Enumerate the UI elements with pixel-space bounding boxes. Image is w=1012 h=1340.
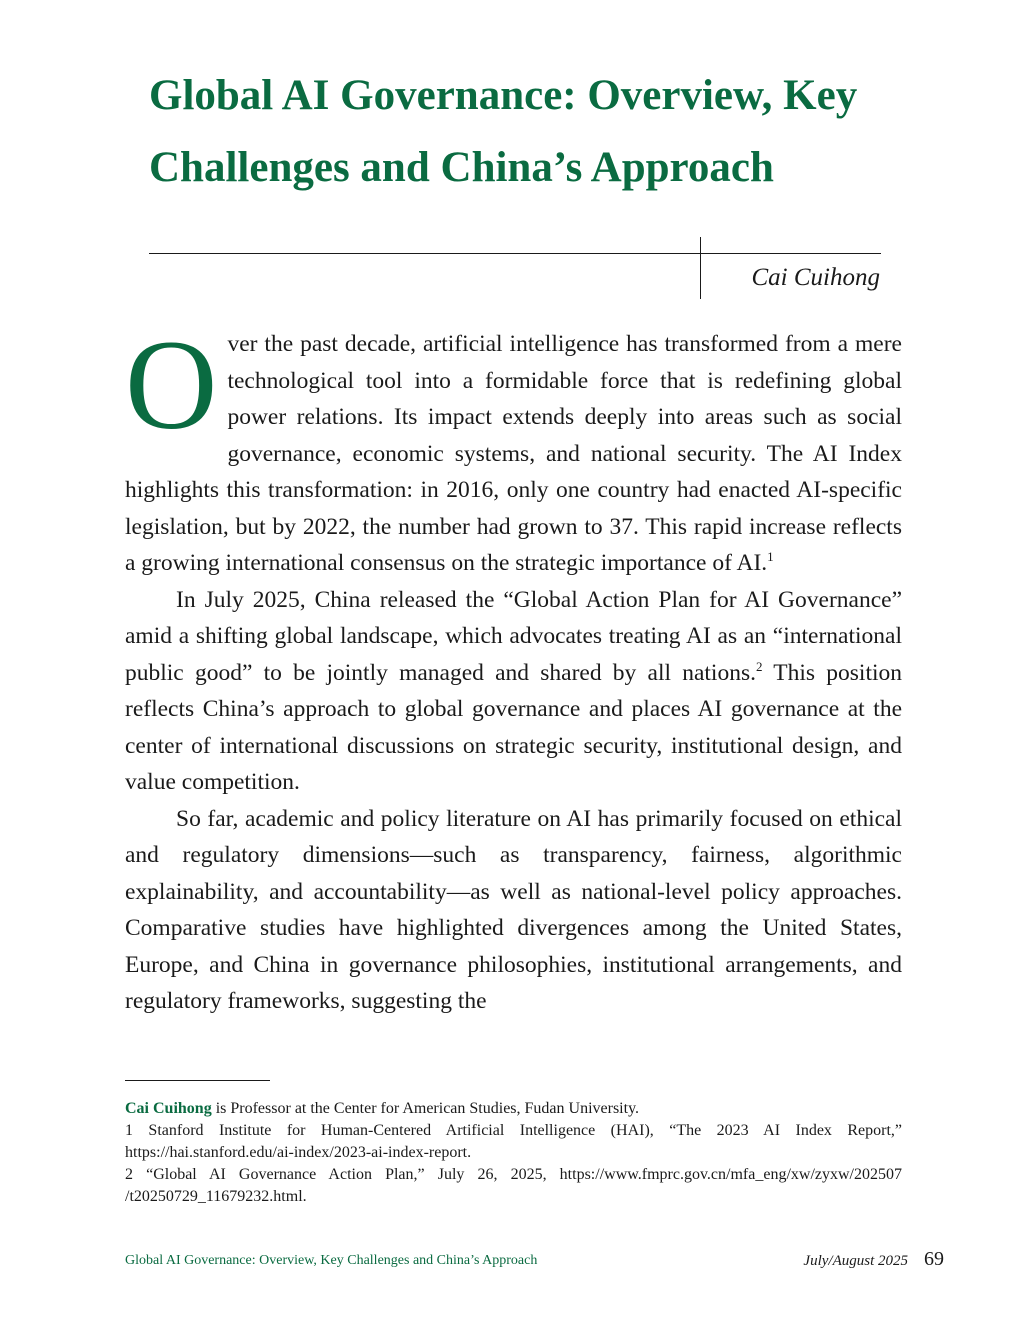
article-title [149,60,969,204]
author-divider [700,237,701,299]
footnote-2: 2 “Global AI Governance Action Plan,” July 26, 2025, https://www.fmprc.gov.cn/mfa_eng/xw/zyxw/202507 /t20250729_11679232.html. [125,1166,902,1205]
running-title: Global AI Governance: Overview, Key Challenges and China’s Approach [125,1253,538,1268]
author-note-name: Cai Cuihong [125,1100,212,1117]
paragraph-2-text-b: This position reflects China’s approach to global governance and places AI governance at the center of international discussions on strategic security, institutional design, and value competition. [125,659,903,795]
footnote-divider [125,1080,270,1081]
paragraph-2-text-a: In July 2025, China released the “Global Action Plan for AI Governance” amid a shifting global landscape, which advocates treating AI as an “international public good” to be jointly managed and shared by all nations. [125,586,902,686]
article-body [125,314,903,1020]
paragraph-3: So far, academic and policy literature on AI has primarily focused on ethical and regulatory dimensions—such as transparency, fairness, algorithmic explainability, and accountability—as well as national-level policy approaches. Comparative studies have highlighted divergences among the United States, Europe, and China in governance philosophies, institutional arrangements, and regulatory frameworks, suggesting the [125,805,902,1014]
issue-date: July/August 2025 [803,1253,908,1269]
footnote-ref-2[interactable]: 2 [755,658,763,674]
article-title-line-2: Challenges and China’s Approach [149,144,774,191]
author-note [125,1098,902,1120]
title-divider [149,253,881,254]
footnote-ref-1[interactable]: 1 [767,549,774,564]
paragraph-1-text: ver the past decade, artificial intelligence has transformed from a mere technological tool into a formidable force that is redefining global power relations. Its impact extends deeply into areas such as social governance, economic systems, and national security. The AI Index highlights this transformation: in 2016, only one country had enacted AI-specific legislation, but by 2022, the number had grown to 37. This rapid increase reflects a growing international consensus on the strategic importance of AI. [125,331,902,576]
author-note-bio: is Professor at the Center for American Studies, Fudan University. [211,1100,640,1117]
page-number: 69 [924,1248,944,1270]
paragraph-1 [125,314,902,582]
page-footer-right [803,1246,944,1274]
paragraph-2 [125,582,902,801]
author-byline: Cai Cuihong [751,264,880,291]
article-title-line-1: Global AI Governance: Overview, Key [149,72,858,119]
footnotes [125,1098,902,1208]
drop-cap: O [125,314,218,456]
footnote-1: 1 Stanford Institute for Human-Centered Artificial Intelligence (HAI), “The 2023 AI Index Report,” https://hai.stanford.edu/ai-index/2023-ai-index-report. [125,1122,902,1161]
